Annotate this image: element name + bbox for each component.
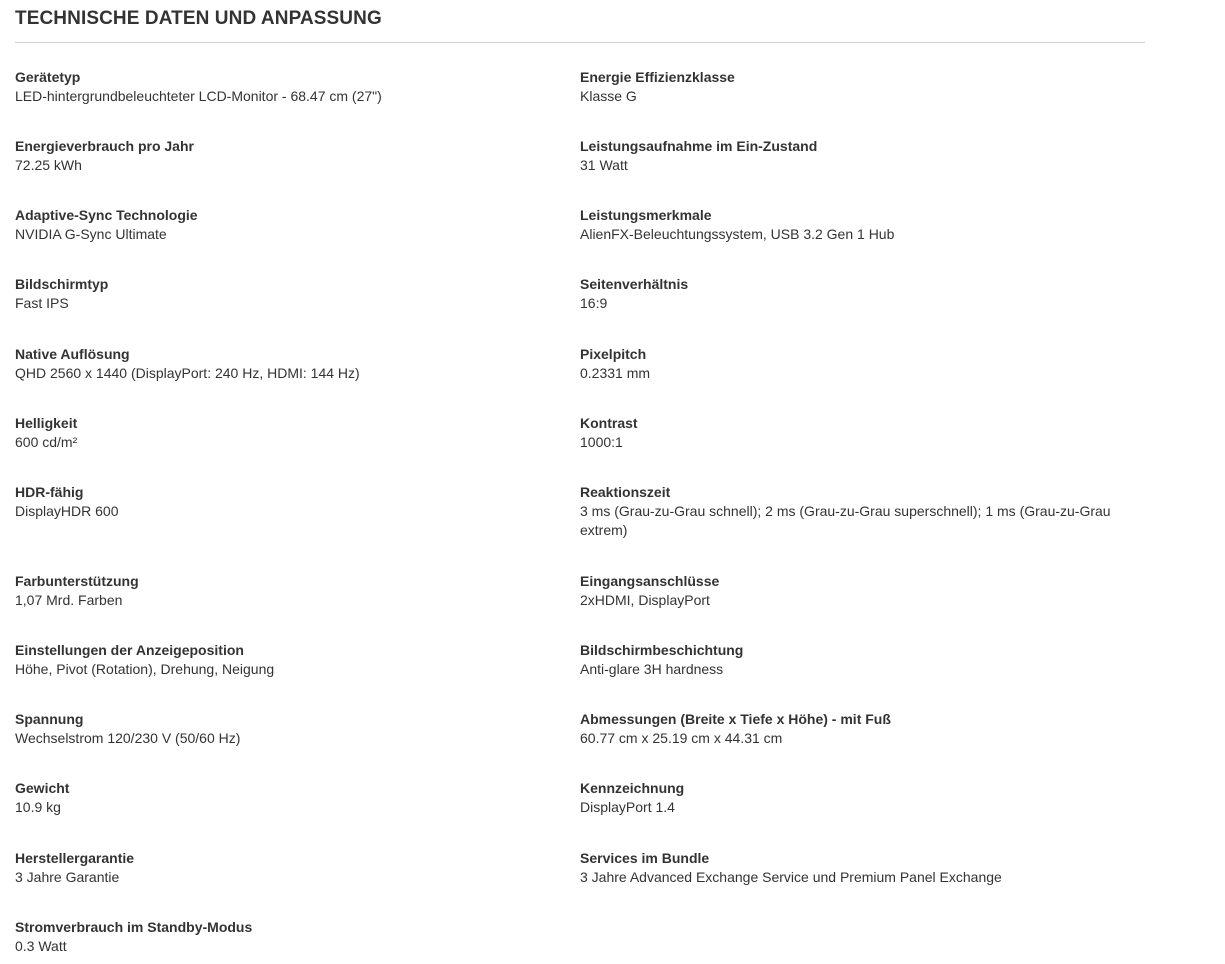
spec-item <box>15 779 555 817</box>
spec-item <box>15 641 555 679</box>
spec-item <box>15 414 555 452</box>
spec-label: Energie Effizienzklasse <box>580 69 735 85</box>
spec-value: 600 cd/m² <box>15 434 78 450</box>
spec-item <box>580 483 1140 540</box>
spec-value: Wechselstrom 120/230 V (50/60 Hz) <box>15 730 241 746</box>
spec-item <box>580 779 1140 817</box>
spec-value: 16:9 <box>580 295 608 311</box>
spec-value: 3 Jahre Garantie <box>15 869 120 885</box>
spec-label: Stromverbrauch im Standby-Modus <box>15 919 253 935</box>
spec-value: 1,07 Mrd. Farben <box>15 592 123 608</box>
spec-value: 3 ms (Grau-zu-Grau schnell); 2 ms (Grau-zu-Grau superschnell); 1 ms (Grau-zu-Grau extrem) <box>580 503 1111 538</box>
spec-item <box>15 68 555 106</box>
spec-value: 2xHDMI, DisplayPort <box>580 592 710 608</box>
spec-value: LED-hintergrundbeleuchteter LCD-Monitor - 68.47 cm (27") <box>15 88 382 104</box>
spec-label: Kontrast <box>580 415 638 431</box>
spec-value: 3 Jahre Advanced Exchange Service und Premium Panel Exchange <box>580 869 1002 885</box>
spec-label: Adaptive-Sync Technologie <box>15 207 198 223</box>
spec-value: DisplayHDR 600 <box>15 503 119 519</box>
spec-value: 0.2331 mm <box>580 365 651 381</box>
spec-label: Bildschirmbeschichtung <box>580 642 744 658</box>
spec-value: Höhe, Pivot (Rotation), Drehung, Neigung <box>15 661 275 677</box>
spec-label: Bildschirmtyp <box>15 276 109 292</box>
spec-label: HDR-fähig <box>15 484 84 500</box>
spec-label: Einstellungen der Anzeigeposition <box>15 642 244 658</box>
spec-item <box>580 849 1140 887</box>
spec-value: 0.3 Watt <box>15 938 67 954</box>
spec-item <box>580 345 1140 383</box>
spec-item <box>15 206 555 244</box>
spec-item <box>15 345 555 383</box>
spec-value: DisplayPort 1.4 <box>580 799 675 815</box>
spec-value: Klasse G <box>580 88 637 104</box>
spec-item <box>15 710 555 748</box>
spec-value: Anti-glare 3H hardness <box>580 661 724 677</box>
spec-value: 1000:1 <box>580 434 623 450</box>
spec-item <box>580 710 1140 748</box>
spec-label: Leistungsaufnahme im Ein-Zustand <box>580 138 818 154</box>
specs-section <box>15 0 1145 954</box>
section-title: TECHNISCHE DATEN UND ANPASSUNG <box>15 8 382 29</box>
spec-label: Gewicht <box>15 780 70 796</box>
spec-label: Leistungsmerkmale <box>580 207 712 223</box>
spec-label: Helligkeit <box>15 415 78 431</box>
spec-item <box>15 483 555 521</box>
spec-label: Seitenverhältnis <box>580 276 689 292</box>
spec-label: Kennzeichnung <box>580 780 685 796</box>
spec-label: Energieverbrauch pro Jahr <box>15 138 194 154</box>
spec-value: 31 Watt <box>580 157 628 173</box>
spec-item <box>580 68 1140 106</box>
spec-item <box>580 414 1140 452</box>
spec-label: Reaktionszeit <box>580 484 671 500</box>
spec-value: 10.9 kg <box>15 799 61 815</box>
spec-value: QHD 2560 x 1440 (DisplayPort: 240 Hz, HDMI: 144 Hz) <box>15 365 360 381</box>
spec-item <box>15 137 555 175</box>
spec-label: Eingangsanschlüsse <box>580 573 720 589</box>
spec-label: Pixelpitch <box>580 346 647 362</box>
spec-label: Farbunterstützung <box>15 573 139 589</box>
spec-value: 60.77 cm x 25.19 cm x 44.31 cm <box>580 730 783 746</box>
spec-value: NVIDIA G-Sync Ultimate <box>15 226 167 242</box>
spec-item <box>580 137 1140 175</box>
spec-item <box>580 206 1140 244</box>
title-divider <box>15 42 1145 43</box>
spec-value: 72.25 kWh <box>15 157 82 173</box>
spec-value: AlienFX-Beleuchtungssystem, USB 3.2 Gen 1 Hub <box>580 226 895 242</box>
spec-label: Abmessungen (Breite x Tiefe x Höhe) - mit Fuß <box>580 711 891 727</box>
spec-value: Fast IPS <box>15 295 69 311</box>
spec-label: Native Auflösung <box>15 346 130 362</box>
spec-item <box>15 275 555 313</box>
spec-label: Herstellergarantie <box>15 850 135 866</box>
spec-item <box>15 849 555 887</box>
spec-item <box>580 275 1140 313</box>
spec-item <box>15 572 555 610</box>
spec-item <box>15 918 555 956</box>
spec-label: Gerätetyp <box>15 69 81 85</box>
spec-label: Spannung <box>15 711 84 727</box>
spec-item <box>580 572 1140 610</box>
spec-label: Services im Bundle <box>580 850 710 866</box>
spec-item <box>580 641 1140 679</box>
